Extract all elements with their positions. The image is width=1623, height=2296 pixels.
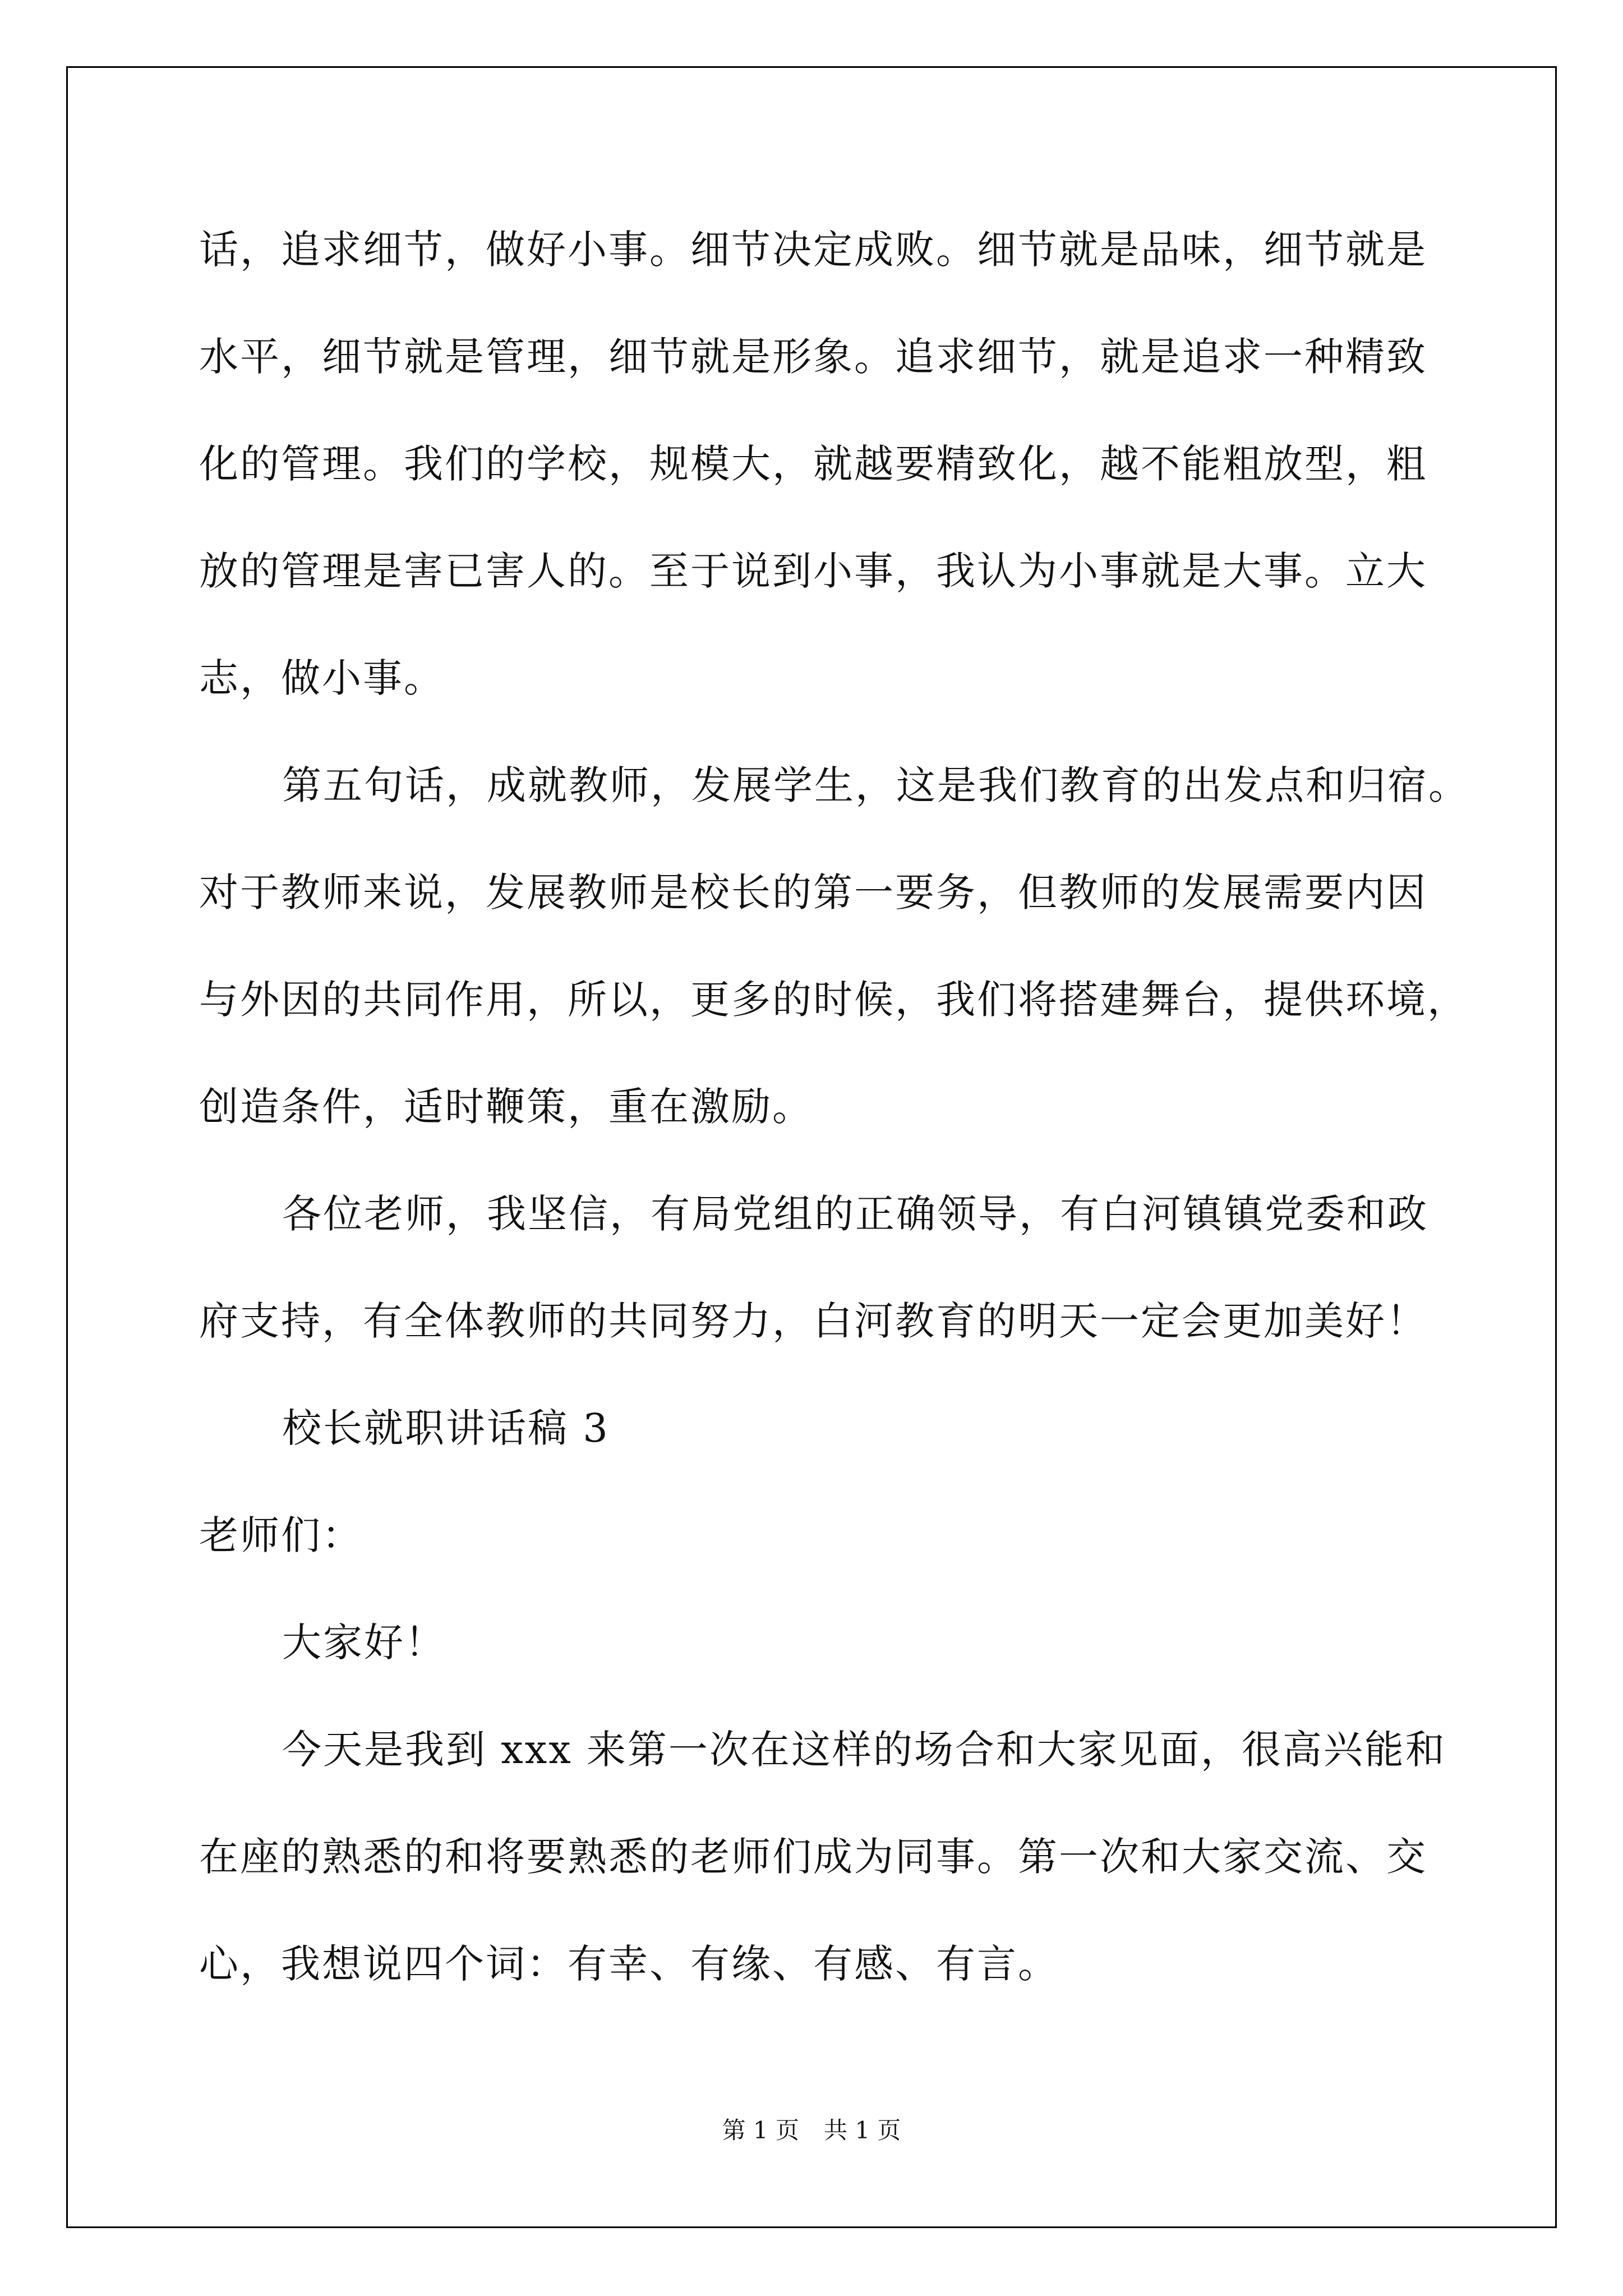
text-line: 水平，细节就是管理，细节就是形象。追求细节，就是追求一种精致 bbox=[199, 334, 1427, 380]
text-line: 放的管理是害已害人的。至于说到小事，我认为小事就是大事。立大 bbox=[199, 548, 1427, 594]
text-line: 创造条件，适时鞭策，重在激励。 bbox=[199, 1084, 813, 1130]
text-line: 化的管理。我们的学校，规模大，就越要精致化，越不能粗放型，粗 bbox=[199, 441, 1427, 487]
text-line: 府支持，有全体教师的共同努力，白河教育的明天一定会更加美好！ bbox=[199, 1298, 1427, 1344]
paragraph-first-line: 今天是我到 xxx 来第一次在这样的场合和大家见面，很高兴能和 bbox=[282, 1727, 1446, 1773]
text-line: 心，我想说四个词：有幸、有缘、有感、有言。 bbox=[199, 1941, 1059, 1987]
page-number: 第 1 页 bbox=[722, 2116, 799, 2144]
text-line: 对于教师来说，发展教师是校长的第一要务，但教师的发展需要内因 bbox=[199, 869, 1427, 915]
text-line: 在座的熟悉的和将要熟悉的老师们成为同事。第一次和大家交流、交 bbox=[199, 1834, 1427, 1880]
page-footer bbox=[0, 2115, 1623, 2146]
text-line: 与外因的共同作用，所以，更多的时候，我们将搭建舞台，提供环境， bbox=[199, 977, 1468, 1023]
page-border bbox=[66, 66, 1557, 2228]
paragraph-first-line: 第五句话，成就教师，发展学生，这是我们教育的出发点和归宿。 bbox=[282, 762, 1469, 808]
section-heading: 校长就职讲话稿 3 bbox=[282, 1405, 610, 1451]
paragraph-first-line: 各位老师，我坚信，有局党组的正确领导，有白河镇镇党委和政 bbox=[282, 1191, 1428, 1237]
greeting: 大家好！ bbox=[282, 1619, 446, 1665]
salutation: 老师们： bbox=[199, 1512, 363, 1558]
text-line: 志，做小事。 bbox=[199, 655, 445, 701]
text-line: 话，追求细节，做好小事。细节决定成败。细节就是品味，细节就是 bbox=[199, 227, 1427, 273]
page-total: 共 1 页 bbox=[824, 2116, 901, 2144]
